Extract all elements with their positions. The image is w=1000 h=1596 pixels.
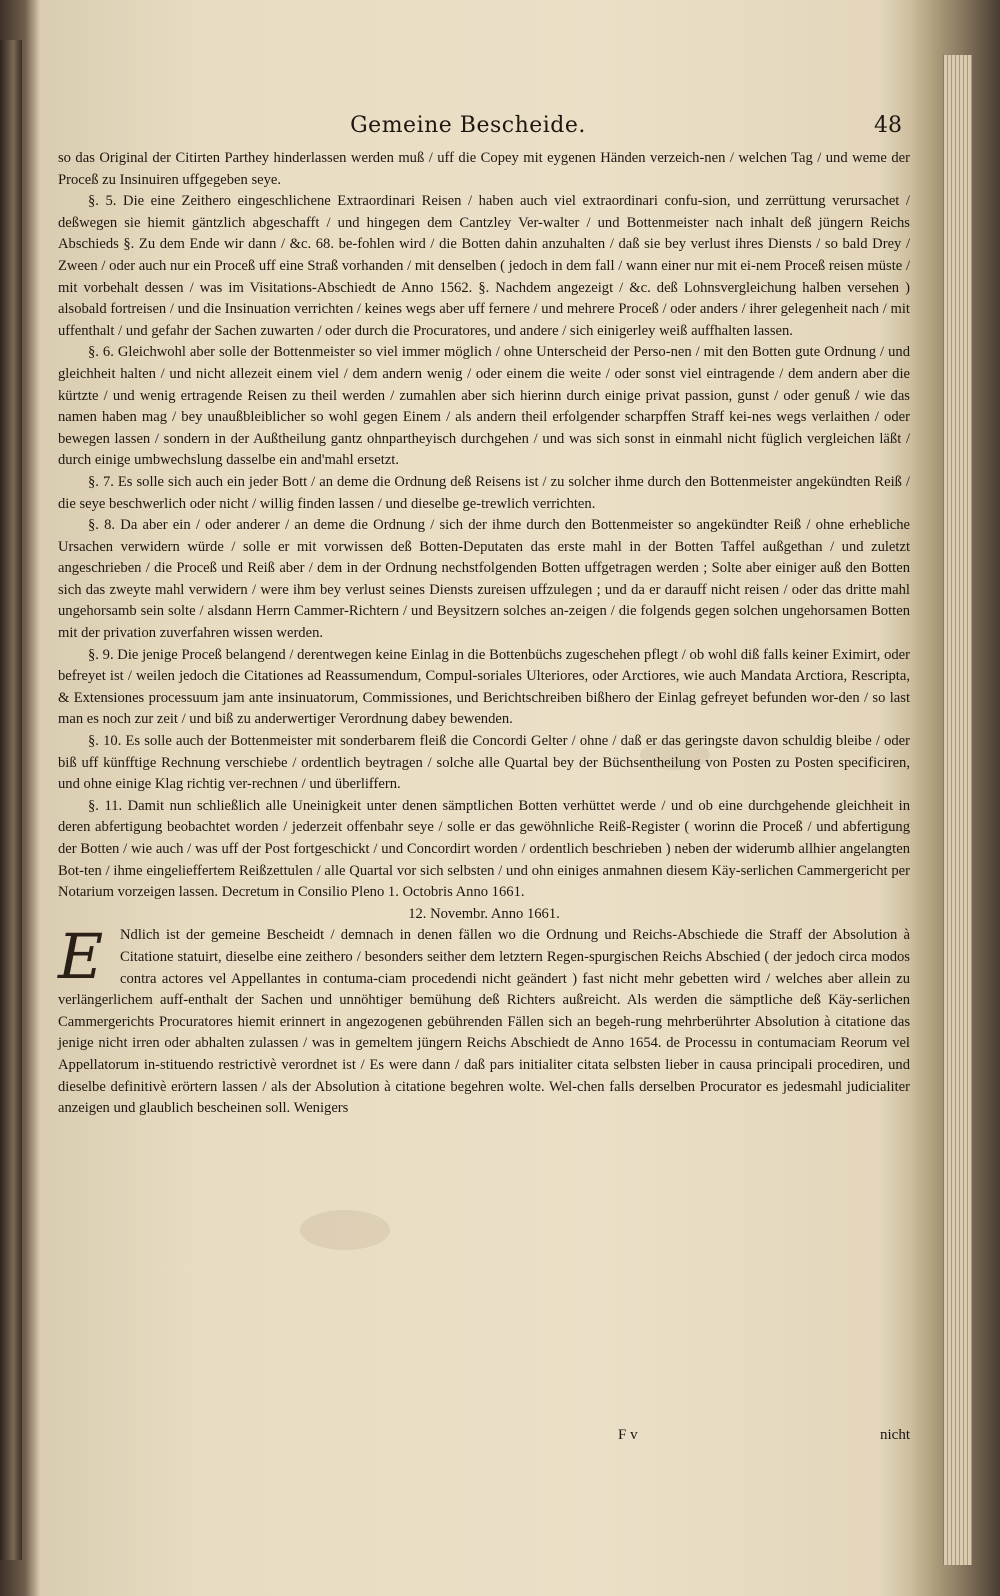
- text-page: [28, 95, 908, 1565]
- page-number: 48: [874, 113, 902, 138]
- paragraph-section-10: §. 10. Es solle auch der Bottenmeister mit sonderbarem fleiß die Concordi Gelter / ohne / daß er das geringste davon schuldig bleibe / oder biß uff künfftige Rechnung verschiebe / ordentlich beytragen / solche alle Quartal bey der Büchsentheilung von Posten zu Posten specificiren, und ohne einige Klag richtig ver-rechnen / und überliffern.: [58, 733, 910, 793]
- date-line: 12. Novembr. Anno 1661.: [408, 905, 560, 922]
- drop-cap-initial: E: [58, 920, 104, 994]
- final-paragraph: [58, 920, 910, 1119]
- running-title: Gemeine Bescheide.: [350, 113, 586, 138]
- paragraph-section-8: §. 8. Da aber ein / oder anderer / an deme die Ordnung / sich der ihme durch den Bottenmeister so angekündter Reiß / ohne erhebliche Ursachen verwidern würde / solle er mit vorwissen deß Botten-Deputaten das erste mahl in der Botten Taffel außgethan / und zuletzt angeschrieben / die Proceß und Reiß aber / dem in der Ordnung nechstfolgenden Botten uffgetragen werden ; Solte aber einiger auß den Botten sich das zweyte mahl verwidern / were ihm bey verlust seines Diensts zureisen uffzulegen ; und da er darauff nicht reisen / oder das dritte mahl ungehorsamb sein solte / alsdann Herrn Cammer-Richtern / und Beysitzern solches an-zeigen / die folgends gegen solchen ungehorsamen Botten mit der privation zuverfahren wissen werden.: [58, 517, 910, 642]
- paragraph-section-6: §. 6. Gleichwohl aber solle der Bottenmeister so viel immer möglich / ohne Unterscheid der Perso-nen / mit den Botten gute Ordnung / und gleichheit halten / und nicht allezeit einem viel / dem andern wenig / oder einem die weite / oder sonst viel eintragende / dem andern aber die kürtzte / und wenig ertragende Reisen zu theil werden / zumahlen aber sich hierinn durch einige privat passion, gunst / oder genuß / wie das namen haben mag / bey unaußbleiblicher so wohl gegen Einem / als andern theil erfolgender scharpffen Straff kei-nes wegs verlaithen / oder bewegen lassen / sondern in der Außtheilung gantz ohnpartheyisch durchgehen / und was sich sonst in einmahl nicht füglich vergleichen läßt / durch einige umbwechslung dasselbe ein and'mahl ersetzt.: [58, 344, 910, 469]
- signature-mark: F v: [618, 1427, 638, 1443]
- body-text: [58, 148, 910, 1120]
- page-footer: [58, 1427, 910, 1451]
- catchword: nicht: [880, 1427, 910, 1443]
- paragraph-section-9: §. 9. Die jenige Proceß belangend / derentwegen keine Einlag in die Bottenbüchs zugeschehen pflegt / ob wohl diß falls keiner Eximirt, oder befreyet ist / weilen jedoch die Citationes ad Reassumendum, Compul-soriales Ulteriores, oder Arctiores, wie auch Mandata Arctiora, Rescripta, & Extensiones processuum jam ante insinuatorum, Commissiones, und Berichtschreiben bißhero der Einlag gefreyet befunden wor-den / so last man es noch zur zeit / und biß zu anderwertiger Verordnung dabey bewenden.: [58, 646, 910, 728]
- paragraph-section-7: §. 7. Es solle sich auch ein jeder Bott / an deme die Ordnung deß Reisens ist / zu solcher ihme durch den Bottenmeister angekündten Reiß / die seye beschwerlich oder nicht / willig finden lassen / und dieselbe ge-trewlich verrichten.: [58, 473, 910, 512]
- paragraph-continuation: so das Original der Citirten Parthey hinderlassen werden muß / uff die Copey mit eygenen Händen verzeich-nen / welchen Tag / und weme der Proceß zu Insinuiren uffgegeben seye.: [58, 150, 910, 188]
- final-paragraph-text: Ndlich ist der gemeine Bescheidt / demnach in denen fällen wo die Ordnung und Reichs-Abschiede die Straff der Absolution à Citatione statuirt, dieselbe eine zeithero / besonders seither dem letztern Regen-spurgischen Reichs Abschied ( der jedoch circa modos contra actores vel Appellantes in contuma-ciam procedendi nicht geändert ) fast nicht mehr gebetten wird / welches aber allein zu verlängerlichem auff-enthalt der Sachen und unnöhtiger bemühung deß Richters außreicht. Als werden die sämptliche deß Käy-serlichen Cammergerichts Procuratores hiemit erinnert in angezogenen gebührenden Fällen sich an begeh-rung mehrberührter Absolution à citatione das jenige nicht irren oder abhalten zulassen / was in gemeltem jüngern Reichs Abschiedt de Anno 1654. de Processu in contumaciam Reorum vel Appellatorum in-stituendo restrictivè verordnet ist / Es were dann / daß pars initialiter citata selbsten lieber in causa principali procediren, und dieselbe definitivè erörtern lassen / als der Absolution à citatione begehren wolte. Wel-chen falls derselben Procurator es jedesmahl judicialiter anzeigen und glaublich bescheinen soll. Wenigers: [58, 927, 910, 1117]
- paragraph-section-11: §. 11. Damit nun schließlich alle Uneinigkeit unter denen sämptlichen Botten verhüttet werde / und ob eine durchgehende gleichheit in deren abfertigung beobachtet worden / jederzeit offenbahr seye / solle er das gewöhnliche Reiß-Register ( worinn die Proceß / und abfertigung der Botten / wie auch / was uff der Post fortgeschickt / und Concordirt worden / ordentlich beschrieben ) neben der widerumb allhier angelangten Bot-ten / ihme eingelieffertem Reißzettulen / alle Quartal vor sich selbsten / und ohn einiges anmahnen diesem Käy-serlichen Cammergericht per Notarium vorzeigen lassen. Decretum in Consilio Pleno 1. Octobris Anno 1661.: [58, 797, 910, 901]
- paragraph-section-5: §. 5. Die eine Zeithero eingeschlichene Extraordinari Reisen / haben auch viel extraordinari confu-sion, und zerrüttung verursachet / deßwegen sie hiemit gäntzlich abgeschafft / und hingegen dem Cantzley Ver-walter / und Bottenmeister nach inhalt deß jüngern Reichs Abschieds §. Zu dem Ende wir dann / &c. 68. be-fohlen wird / die Botten dahin anzuhalten / daß sie bey verlust ihres Diensts / so bald Drey / Zween / oder auch nur ein Proceß uff eine Straß vorhanden / mit denselben ( jedoch in dem fall / wann einer nur mit ei-nem Proceß reisen müste / mit vorbehalt dessen / was im Visitations-Abschiedt de Anno 1562. §. Nachdem angezeigt / &c. deß Lohnsvergleichung halben versehen ) alsobald fortreisen / und die Insinuation verrichten / keines wegs aber uff fernere / und mehrere Proceß / oder anders / ihrer gelegenheit nach / mit uffenthalt / und gefahr der Sachen zuwarten / oder durch die Procuratores, und andere / sich einigerley weiß auffhalten lassen.: [58, 193, 910, 339]
- page-header: [28, 113, 908, 143]
- previous-page-edge: [0, 40, 22, 1560]
- page-edge-stack: [943, 55, 972, 1565]
